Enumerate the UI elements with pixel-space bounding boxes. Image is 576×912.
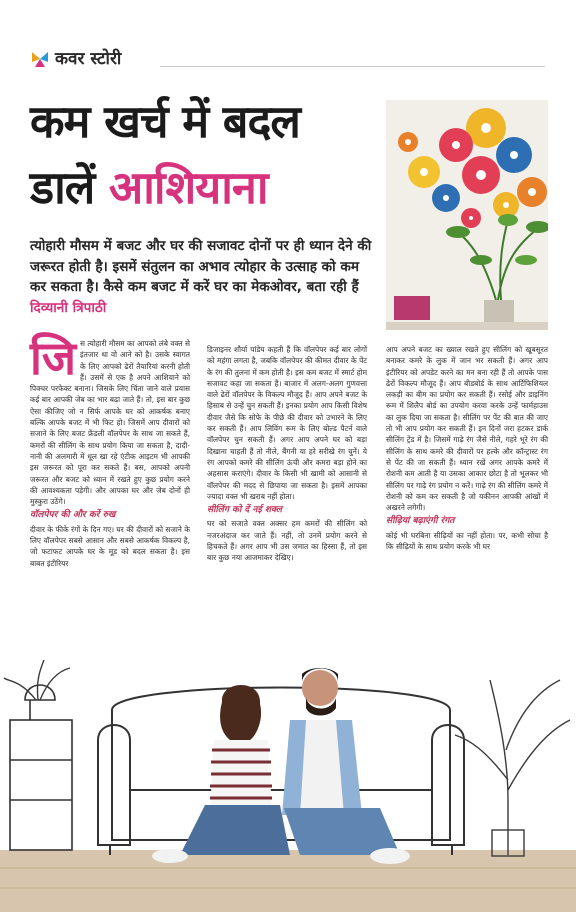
subheading-wallpaper: वॉलपेपर की और करें रुख <box>30 510 116 521</box>
headline-line-1: कम खर्च में बदल <box>30 95 300 148</box>
floor <box>0 850 576 912</box>
column-3-paragraph-2: कोई भी घरबिना सीढ़ियों का नहीं होता। पर, कभी सोचा है कि सीढ़ियों के साथ प्रयोग करके भी घर <box>386 530 548 552</box>
intro-standfirst <box>30 236 375 318</box>
column-3-paragraph-1: आप अपने बजट का ख्याल रखते हुए सीलिंग को खूबसूरत बनाकर कमरे के लुक में जान भर सकती हैं। अगर आप इंटीरियर को अपडेट करने का मन बना रही हैं तो आपके पास ढेरों विकल्प मौजूद हैं। आप बीडबोर्ड के साथ आर्टिफिशियल लकड़ी का बीम का प्रयोग कर सकती हैं। रसोई और डाइनिंग रूम में शिलैप बोर्ड का उपयोग करवा करके उन्हें फार्महाउस का लुक दिया जा सकता है। सीलिंग पर पेंट की बात की जाए तो भी आप प्रयोग कर सकती हैं। इन दिनों जरा हटकर डार्क सीलिंग ट्रेंड में है। जिसमें गाढ़े रंग जैसे नीले, गहरे भूरे रंग की सीलिंग के साथ कमरे की दीवारों पर हल्के और कॉन्ट्रास्ट रंग से पेंट की जा सकती हैं। ध्यान रखें अगर आपके कमरे में रोशनी कम आती है या उसका आकार छोटा है तो भूलकर भी सीलिंग पर गाढ़े रंग प्रयोग न करें। गाढ़े रंग की सीलिंग कमरे में रोशनी को कम कर सकती है जो यकीनन आपकी आंखों में अखरने लगेगी। <box>386 345 548 513</box>
couple-sofa-illustration <box>0 640 576 912</box>
column-2-paragraph-1: डिजाइनर शौर्या पांडेय कहती हैं कि वॉलपेपर कई बार लोगों को महंगा लगता है, जबकि वॉलपेपर की कीमत दीवार के पेंट के रंग की तुलना में कम होती है। इस कम बजट में स्मार्ट होम सजावट कहा जा सकता है। बाजार में अलग-अलग गुणवत्ता वाले ढेरों वॉलपेपर के विकल्प मौजूद हैं। आप अपने बजट के हिसाब से उन्हें चुन सकती हैं। इनका प्रयोग आप किसी विशेष दीवार जैसे कि सोफे के पीछे की दीवार को उभारने के लिए कर सकती हैं। आप लिविंग रूम के लिए बोल्ड पैटर्न वाले वॉलपेपर चुन सकती हैं। अगर आप अपने घर को बड़ा दिखाना चाहती हैं तो नीले, बैंगनी या हरे सरीखे रंग चुनें। ये रंग आपको कमरे की सीलिंग ऊंची और कमरा बड़ा होने का अहसास कराएंगे। दीवार के किसी भी खामी को आसानी से वॉलपेपर की मदद से छिपाया जा सकता है। इसमें आपका ज्यादा वक्त भी खराब नहीं होता। <box>207 345 367 501</box>
section-logo-icon <box>31 50 49 68</box>
column-1-paragraph-1: स त्योहारी मौसम का आपको लंबे वक्त से इंतजार था वो आने को है। उसके स्वागत के लिए आपको ढेरों तैयारियां करनी होती हैं। उसमें से एक है अपने आशियाने को पिक्चर परफेक्ट बनाना। जिसके लिए चिंता जाने वाले प्रयास कई बार आपकी जेब का भार बढ़ा जाते हैं। तो, इस बार कुछ ऐसा कीजिए जो न सिर्फ आपके घर को आकर्षक बनाए बल्कि आपके बजट में भी फिट हो। जिसमें आप दीवारों को सजाने के लिए बजट फ्रेंडली वॉलपेपर के साथ जा सकते हैं, कमरों की सीलिंग के साथ प्रयोग किया जा सकता है, दादी-नानी की अलमारी में धूल खा रहे एंटीक आइटम भी आपकी इस जरूरत को पूरा कर सकते हैं। बस, आपको अपनी जरूरत और बजट को ध्यान में रखते हुए कुछ प्रयोग करने की आवश्यकता पड़ेगी। और आपका घर और जेब दोनों ही मुस्कुरा उठेंगे। <box>30 339 190 507</box>
drop-cap: जि <box>30 331 77 385</box>
headline-line-2-dark: डालें <box>30 161 109 214</box>
column-1-paragraph-2: दीवार के फीके रंगों के दिन गए। घर की दीवारों को सजाने के लिए वॉलपेपर सबसे आसान और सबसे आकर्षक विकल्प है, जो फटाफट आपके घर के मूड को बदल सकता है। इस बाबत इंटीरियर <box>30 524 190 568</box>
section-title: कवर स्टोरी <box>55 49 122 69</box>
headline-line-2-highlight: आशियाना <box>108 161 268 214</box>
article-column-1 <box>30 331 190 569</box>
decor-photo <box>386 100 548 330</box>
subheading-ceiling: सीलिंग को दें नई शक्ल <box>207 505 283 516</box>
column-2-paragraph-2: घर को सजाते वक्त अक्सर हम कमरों की सीलिंग को नजरअंदाज कर जाते हैं। नहीं, तो उनमें प्रयोग करने से हिचकते हैं। अगर आप भी उस जमात का हिस्सा हैं, तो इस बार कुछ नया आजमाकर देखिए। <box>207 519 367 563</box>
intro-text: त्योहारी मौसम में बजट और घर की सजावट दोनों पर ही ध्यान देने की जरूरत होती है। इसमें संतुलन का अभाव त्योहार के उत्साह को कम कर सकता है। कैसे कम बजट में करें घर का मेकओवर, बता रही हैं <box>30 238 372 295</box>
subheading-stairs: सीढ़ियां बढ़ाएंगी रंगत <box>386 516 455 527</box>
cushion-icon <box>394 296 430 320</box>
article-column-3 <box>386 344 548 552</box>
author-name: दिव्यानी त्रिपाठी <box>30 299 107 316</box>
section-divider <box>160 66 545 67</box>
headline-line-2 <box>30 156 268 217</box>
article-column-2 <box>207 344 367 564</box>
